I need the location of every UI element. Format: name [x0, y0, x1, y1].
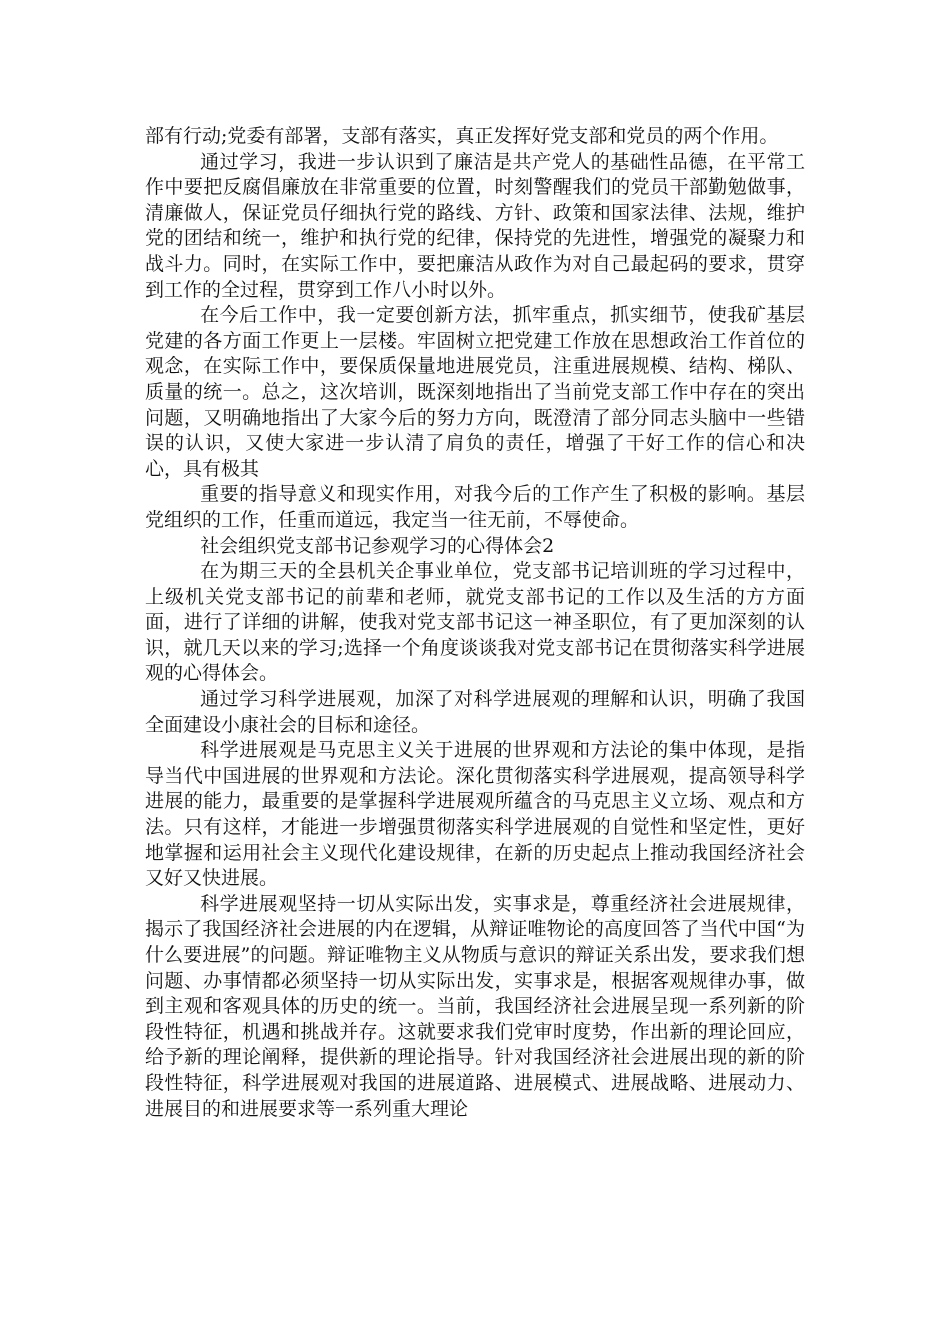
- paragraph-3: 在今后工作中，我一定要创新方法，抓牢重点，抓实细节，使我矿基层党建的各方面工作更上一层楼。牢固树立把党建工作放在思想政治工作首位的观念，在实际工作中，要保质保量地进展党员，注重进展规模、结构、梯队、质量的统一。总之，这次培训，既深刻地指出了当前党支部工作中存在的突出问题，又明确地指出了大家今后的努力方向，既澄清了部分同志头脑中一些错误的认识，又使大家进一步认清了肩负的责任，增强了干好工作的信心和决心，具有极其: [145, 304, 805, 480]
- paragraph-8: 科学进展观坚持一切从实际出发，实事求是，尊重经济社会进展规律，揭示了我国经济社会进展的内在逻辑，从辩证唯物论的高度回答了当代中国“为什么要进展”的问题。辩证唯物主义从物质与意识的辩证关系出发，要求我们想问题、办事情都必须坚持一切从实际出发，实事求是，根据客观规律办事，做到主观和客观具体的历史的统一。当前，我国经济社会进展呈现一系列新的阶段性特征，机遇和挑战并存。这就要求我们党审时度势，作出新的理论回应，给予新的理论阐释，提供新的理论指导。针对我国经济社会进展出现的新的阶段性特征，科学进展观对我国的进展道路、进展模式、进展战略、进展动力、进展目的和进展要求等一系列重大理论: [145, 892, 805, 1120]
- paragraph-2: 通过学习，我进一步认识到了廉洁是共产党人的基础性品德，在平常工作中要把反腐倡廉放在非常重要的位置，时刻警醒我们的党员干部勤勉做事，清廉做人，保证党员仔细执行党的路线、方针、政策和国家法律、法规，维护党的团结和统一，维护和执行党的纪律，保持党的先进性，增强党的凝聚力和战斗力。同时，在实际工作中，要把廉洁从政作为对自己最起码的要求，贯穿到工作的全过程，贯穿到工作八小时以外。: [145, 150, 805, 301]
- paragraph-5: 在为期三天的全县机关企事业单位，党支部书记培训班的学习过程中，上级机关党支部书记的前辈和老师，就党支部书记的工作以及生活的方方面面，进行了详细的讲解，使我对党支部书记这一神圣职位，有了更加深刻的认识，就几天以来的学习;选择一个角度谈谈我对党支部书记在贯彻落实科学进展观的心得体会。: [145, 560, 805, 685]
- section-heading: 社会组织党支部书记参观学习的心得体会2: [200, 534, 555, 557]
- paragraph-1: 部有行动;党委有部署，支部有落实，真正发挥好党支部和党员的两个作用。: [145, 125, 779, 147]
- document-page: [145, 124, 805, 1122]
- paragraph-7: 科学进展观是马克思主义关于进展的世界观和方法论的集中体现，是指导当代中国进展的世界观和方法论。深化贯彻落实科学进展观，提高领导科学进展的能力，最重要的是掌握科学进展观所蕴含的马克思主义立场、观点和方法。只有这样，才能进一步增强贯彻落实科学进展观的自觉性和坚定性，更好地掌握和运用社会主义现代化建设规律，在新的历史起点上推动我国经济社会又好又快进展。: [145, 739, 805, 890]
- paragraph-6: 通过学习科学进展观，加深了对科学进展观的理解和认识，明确了我国全面建设小康社会的目标和途径。: [145, 688, 805, 736]
- paragraph-4: 重要的指导意义和现实作用，对我今后的工作产生了积极的影响。基层党组织的工作，任重而道远，我定当一往无前，不辱使命。: [145, 483, 805, 531]
